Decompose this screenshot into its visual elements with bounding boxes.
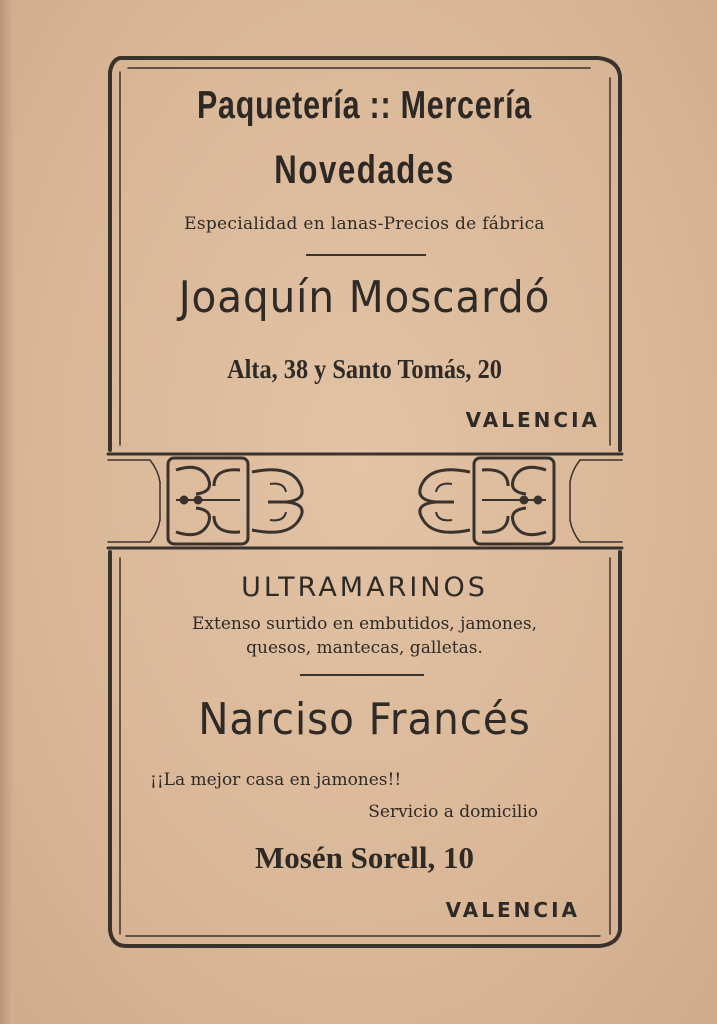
bottom-description [112,612,617,660]
right-ornament-icon [420,458,554,544]
left-ornament-icon [168,458,302,544]
top-merchant-name: Joaquín Moscardó [178,272,551,323]
top-city: VALENCIA [465,408,600,432]
bottom-description-line1: Extenso surtido en embutidos, jamones, [191,614,538,634]
bottom-description-line2: quesos, mantecas, galletas. [246,638,483,658]
bottom-slogan: ¡¡La mejor casa en jamones!! [150,770,402,790]
top-divider [306,254,426,256]
bottom-heading: ULTRAMARINOS [241,572,488,603]
bottom-service: Servicio a domicilio [368,802,538,822]
top-heading-line2: Novedades [274,148,455,192]
top-address: Alta, 38 y Santo Tomás, 20 [227,354,502,384]
bottom-address: Mosén Sorell, 10 [255,840,474,875]
bottom-divider [300,674,424,676]
top-specialty: Especialidad en lanas-Precios de fábrica [184,214,545,234]
bottom-merchant-name: Narciso Francés [198,694,531,745]
top-heading-line1: Paquetería :: Mercería [196,84,533,127]
bottom-city: VALENCIA [445,898,580,922]
